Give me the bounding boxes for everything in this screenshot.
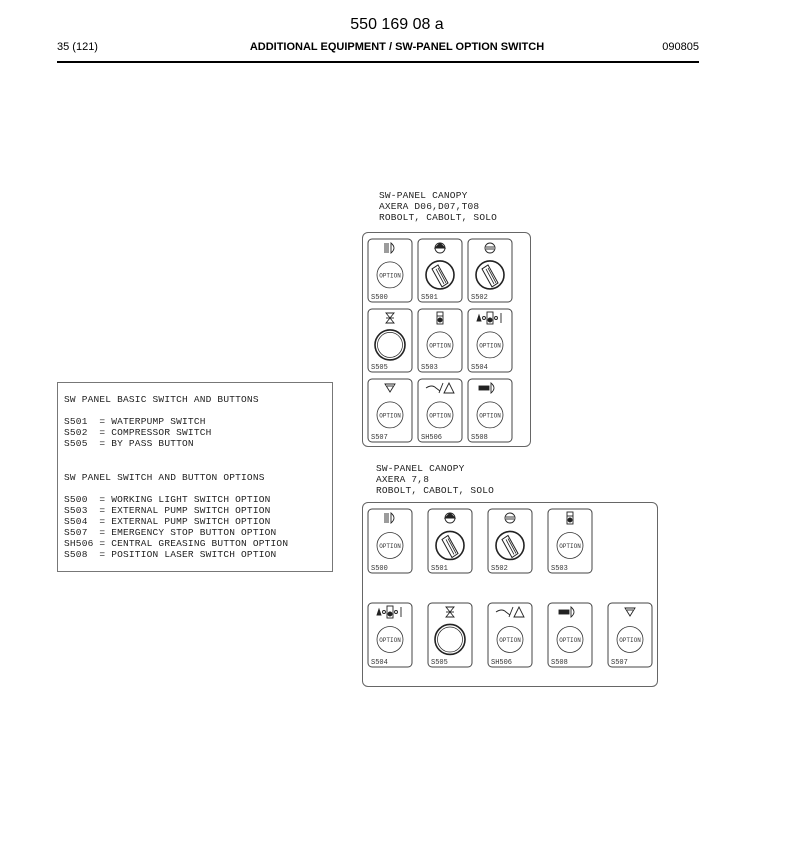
option-text: OPTION	[429, 412, 451, 420]
module-label: SH506	[421, 434, 443, 442]
switch-module[interactable]	[418, 239, 462, 302]
panel2-title	[376, 463, 494, 497]
rotary-knob[interactable]	[476, 261, 504, 289]
switch-module[interactable]	[608, 603, 652, 667]
option-knob[interactable]	[377, 532, 403, 558]
legend-basic-item: S501 = WATERPUMP SWITCH	[64, 416, 206, 427]
legend-option-item: S500 = WORKING LIGHT SWITCH OPTION	[64, 494, 271, 505]
panel1-title-line: AXERA D06,D07,T08	[379, 201, 480, 213]
panel2	[362, 502, 658, 687]
legend-option-item: S508 = POSITION LASER SWITCH OPTION	[64, 549, 277, 560]
option-text: OPTION	[379, 412, 401, 420]
module-label: S504	[371, 659, 388, 667]
doc-date: 090805	[662, 41, 699, 53]
option-knob[interactable]	[377, 262, 403, 288]
module-label: S505	[371, 364, 388, 372]
module-label: S508	[471, 434, 488, 442]
legend-option-item: S507 = EMERGENCY STOP BUTTON OPTION	[64, 527, 277, 538]
option-text: OPTION	[379, 636, 401, 644]
switch-module[interactable]	[548, 509, 592, 573]
option-text: OPTION	[559, 636, 581, 644]
module-label: S507	[611, 659, 628, 667]
option-text: OPTION	[379, 272, 401, 280]
option-knob[interactable]	[497, 626, 523, 652]
panel2-title-line: SW-PANEL CANOPY	[376, 463, 465, 474]
option-text: OPTION	[619, 636, 641, 644]
page-title: ADDITIONAL EQUIPMENT / SW-PANEL OPTION SWITCH	[249, 41, 545, 53]
option-knob[interactable]	[557, 532, 583, 558]
legend-basic-item: S502 = COMPRESSOR SWITCH	[64, 427, 212, 438]
rotary-knob[interactable]	[496, 531, 524, 559]
switch-module[interactable]	[428, 509, 472, 573]
switch-module[interactable]	[468, 379, 512, 442]
switch-module[interactable]	[468, 239, 512, 302]
legend-basic-title: SW PANEL BASIC SWITCH AND BUTTONS	[64, 394, 259, 405]
legend-option-item: SH506 = CENTRAL GREASING BUTTON OPTION	[64, 538, 289, 549]
option-knob[interactable]	[377, 626, 403, 652]
module-label: S504	[471, 364, 488, 372]
legend-option-item: S503 = EXTERNAL PUMP SWITCH OPTION	[64, 505, 271, 516]
page-number: 35 (121)	[57, 41, 98, 53]
option-text: OPTION	[559, 542, 581, 550]
module-label: S503	[421, 364, 438, 372]
switch-module[interactable]	[368, 509, 412, 573]
module-label: S507	[371, 434, 388, 442]
header-rule	[57, 61, 699, 63]
option-text: OPTION	[429, 342, 451, 350]
module-label: S501	[431, 565, 448, 573]
switch-module[interactable]	[488, 603, 532, 667]
option-knob[interactable]	[477, 332, 503, 358]
module-label: S503	[551, 565, 568, 573]
option-text: OPTION	[479, 342, 501, 350]
panel1-title	[379, 190, 497, 224]
option-knob[interactable]	[427, 332, 453, 358]
option-knob[interactable]	[477, 402, 503, 428]
module-label: SH506	[491, 659, 513, 667]
switch-module[interactable]	[468, 309, 512, 372]
switch-module[interactable]	[488, 509, 532, 573]
panel1-modules	[363, 233, 530, 446]
doc-number: 550 169 08 a	[350, 16, 444, 33]
switch-module[interactable]	[368, 603, 412, 667]
option-knob[interactable]	[427, 402, 453, 428]
option-text: OPTION	[479, 412, 501, 420]
legend-option-item: S504 = EXTERNAL PUMP SWITCH OPTION	[64, 516, 271, 527]
panel2-modules	[363, 503, 657, 686]
option-knob[interactable]	[377, 402, 403, 428]
panel1	[362, 232, 531, 447]
switch-module[interactable]	[418, 379, 462, 442]
panel1-title-line: ROBOLT, CABOLT, SOLO	[379, 212, 498, 224]
panel1-title-line: SW-PANEL CANOPY	[379, 190, 468, 201]
switch-module[interactable]	[548, 603, 592, 667]
module-label: S502	[491, 565, 508, 573]
legend-options-title: SW PANEL SWITCH AND BUTTON OPTIONS	[64, 472, 265, 483]
option-text: OPTION	[379, 542, 401, 550]
switch-module[interactable]	[368, 379, 412, 442]
module-label: S500	[371, 565, 388, 573]
switch-module[interactable]	[368, 309, 412, 372]
rotary-knob[interactable]	[426, 261, 454, 289]
panel2-title-line: AXERA 7,8	[376, 474, 430, 486]
push-button[interactable]	[435, 624, 465, 654]
module-label: S500	[371, 294, 388, 302]
option-knob[interactable]	[557, 626, 583, 652]
push-button[interactable]	[375, 330, 405, 360]
module-label: S508	[551, 659, 568, 667]
switch-module[interactable]	[418, 309, 462, 372]
panel2-title-line: ROBOLT, CABOLT, SOLO	[376, 485, 495, 497]
switch-module[interactable]	[428, 603, 472, 667]
option-text: OPTION	[499, 636, 521, 644]
legend-basic-item: S505 = BY PASS BUTTON	[64, 438, 194, 449]
rotary-knob[interactable]	[436, 531, 464, 559]
module-label: S505	[431, 659, 448, 667]
legend-box	[57, 382, 333, 572]
module-label: S501	[421, 294, 438, 302]
module-label: S502	[471, 294, 488, 302]
option-knob[interactable]	[617, 626, 643, 652]
switch-module[interactable]	[368, 239, 412, 302]
